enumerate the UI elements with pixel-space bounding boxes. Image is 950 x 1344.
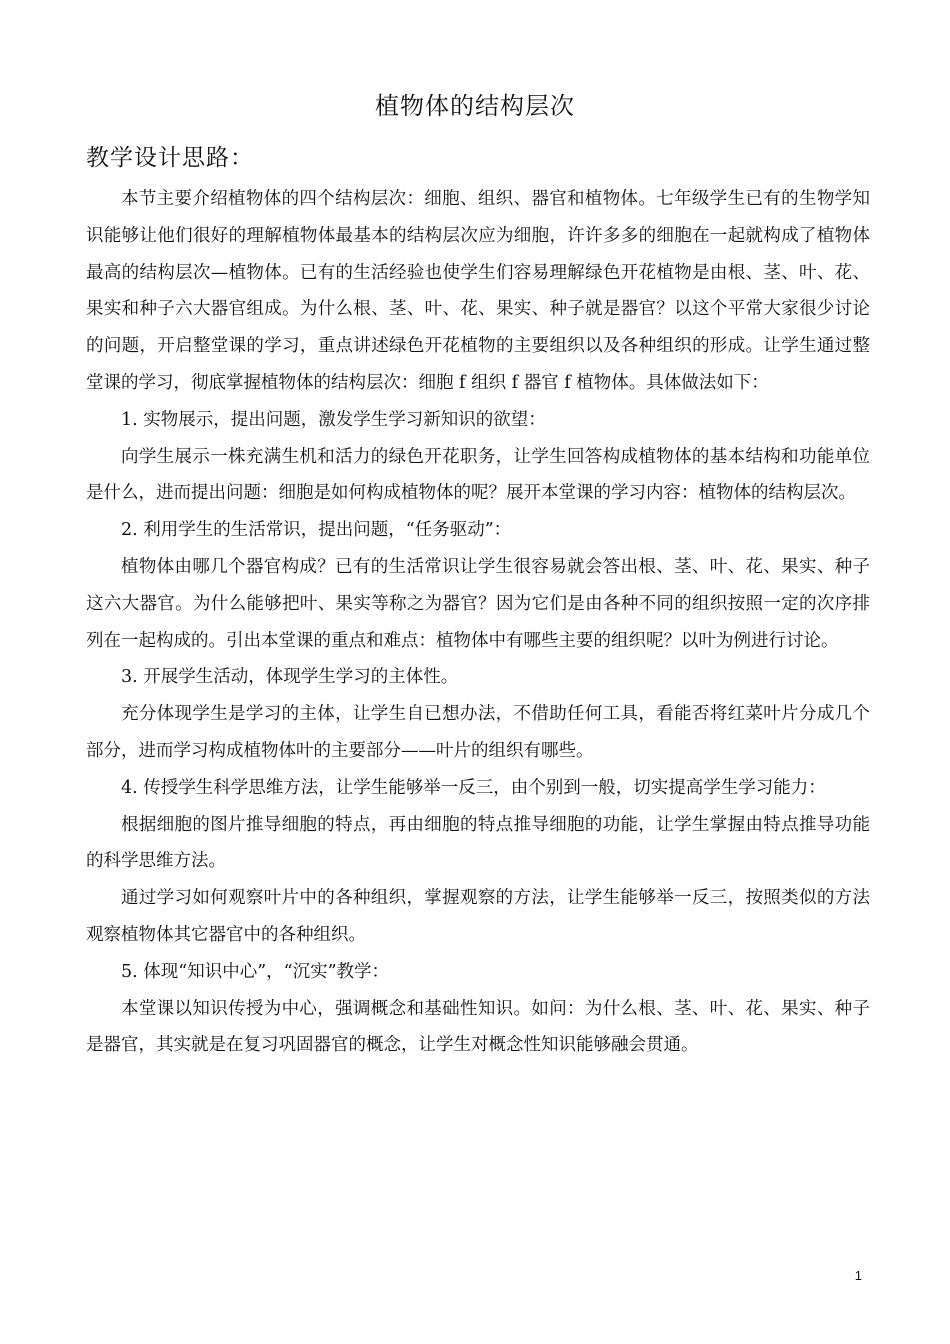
paragraph-step-3-body: 充分体现学生是学习的主体，让学生自已想办法，不借助任何工具，看能否将红菜叶片分成几个部分，进而学习构成植物体叶的主要部分——叶片的组织有哪些。 xyxy=(86,704,870,761)
section-heading: 教学设计思路： xyxy=(86,145,254,171)
paragraph-step-2-heading: 2. 利用学生的生活常识，提出问题，“任务驱动”： xyxy=(121,520,512,541)
paragraph-step-5-body: 本堂课以知识传授为中心，强调概念和基础性知识。如问：为什么根、茎、叶、花、果实、种子是器官，其实就是在复习巩固器官的概念，让学生对概念性知识能够融会贯通。 xyxy=(86,998,870,1056)
paragraph-step-5-heading: 5. 体现“知识中心”，“沉实”教学： xyxy=(121,961,390,982)
document-body xyxy=(86,181,870,1064)
page-number: 1 xyxy=(854,1268,862,1283)
paragraph-step-1-heading: 1. 实物展示，提出问题，激发学生学习新知识的欲望： xyxy=(121,409,546,430)
paragraph-step-4-body-a: 根据细胞的图片推导细胞的特点，再由细胞的特点推导细胞的功能，让学生掌握由特点推导功能的科学思维方法。 xyxy=(86,814,870,872)
paragraph-step-1-body: 向学生展示一株充满生机和活力的绿色开花职务，让学生回答构成植物体的基本结构和功能单位是什么，进而提出问题：细胞是如何构成植物体的呢？展开本堂课的学习内容：植物体的结构层次。 xyxy=(86,446,870,504)
paragraph-step-4-body-b: 通过学习如何观察叶片中的各种组织，掌握观察的方法，让学生能够举一反三，按照类似的方法观察植物体其它器官中的各种组织。 xyxy=(86,888,870,945)
paragraph-step-4-heading: 4. 传授学生科学思维方法，让学生能够举一反三，由个别到一般，切实提高学生学习能力： xyxy=(121,777,826,798)
document-title: 植物体的结构层次 xyxy=(375,92,575,120)
paragraph-step-3-heading: 3. 开展学生活动，体现学生学习的主体性。 xyxy=(121,667,459,688)
paragraph-intro: 本节主要介绍植物体的四个结构层次：细胞、组织、器官和植物体。七年级学生已有的生物学知识能够让他们很好的理解植物体最基本的结构层次应为细胞，许许多多的细胞在一起就构成了植物体最高的结构层次—植物体。已有的生活经验也使学生们容易理解绿色开花植物是由根、茎、叶、花、果实和种子六大器官组成。为什么根、茎、叶、花、果实、种子就是器官？以这个平常大家很少讨论的问题，开启整堂课的学习，重点讲述绿色开花植物的主要组织以及各种组织的形成。让学生通过整堂课的学习，彻底掌握植物体的结构层次：细胞 f 组织 f 器官 f 植物体。具体做法如下： xyxy=(86,189,870,393)
paragraph-step-2-body: 植物体由哪几个器官构成？已有的生活常识让学生很容易就会答出根、茎、叶、花、果实、种子这六大器官。为什么能够把叶、果实等称之为器官？因为它们是由各种不同的组织按照一定的次序排列在一起构成的。引出本堂课的重点和难点：植物体中有哪些主要的组织呢？以叶为例进行讨论。 xyxy=(86,556,870,651)
